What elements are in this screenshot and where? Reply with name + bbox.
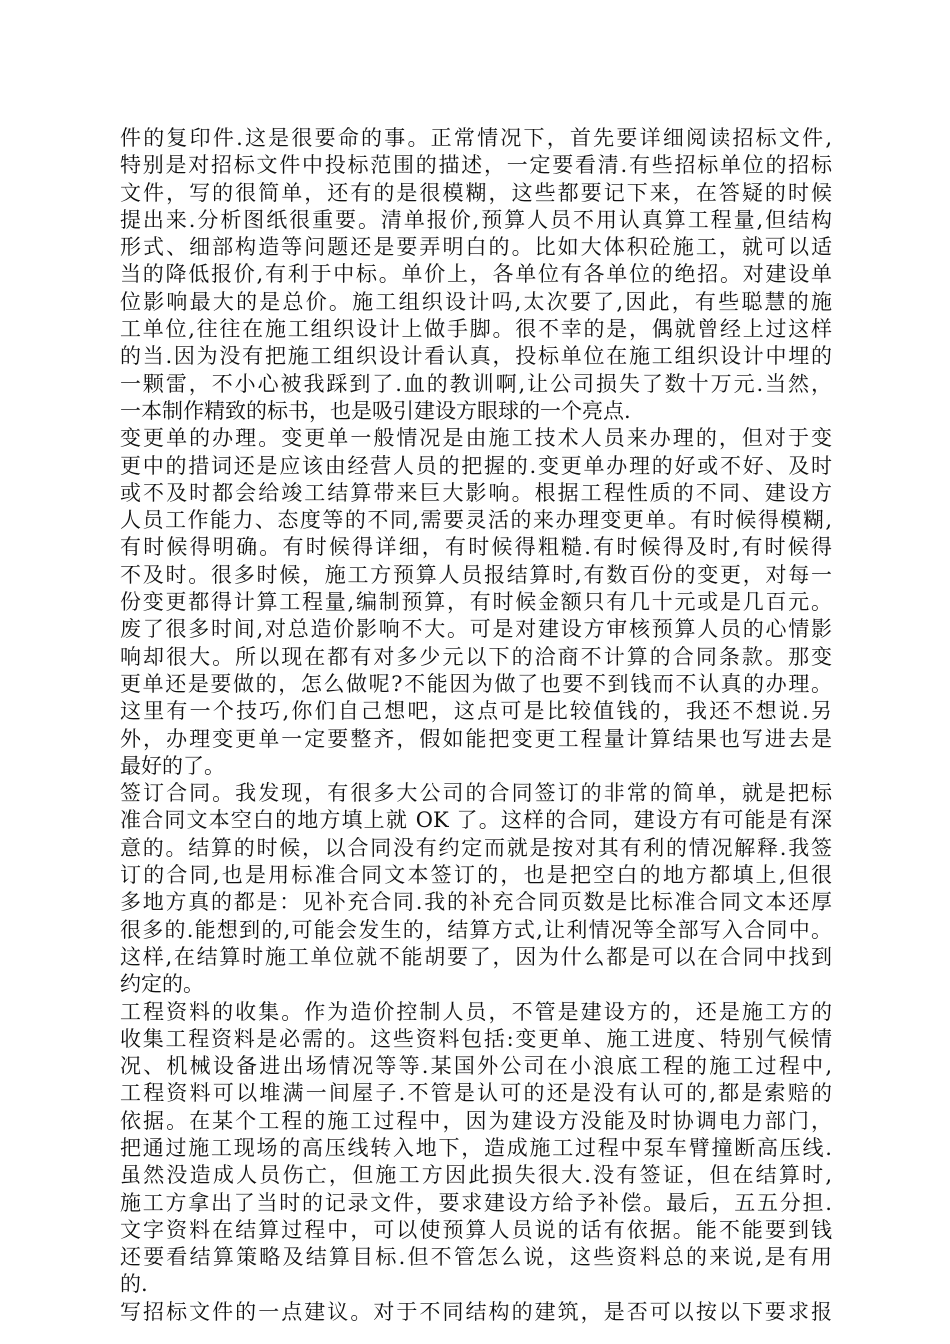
text-line: 收集工程资料是必需的。这些资料包括:变更单、施工进度、特别气候情 [120,1026,832,1051]
text-line: 变更单的办理。变更单一般情况是由施工技术人员来办理的，但对于变 [120,426,832,451]
document-page [120,125,832,1326]
text-line: 或不及时都会给竣工结算带来巨大影响。根据工程性质的不同、建设方 [120,480,832,505]
text-line: 签订合同。我发现，有很多大公司的合同签订的非常的简单，就是把标 [120,781,832,806]
text-line: 更中的措词还是应该由经营人员的把握的.变更单办理的好或不好、及时 [120,453,832,478]
text-line: 外，办理变更单一定要整齐，假如能把变更工程量计算结果也写进去是 [120,726,832,751]
text-line: 响却很大。所以现在都有对多少元以下的洽商不计算的合同条款。那变 [120,644,832,669]
text-line: 份变更都得计算工程量,编制预算，有时候金额只有几十元或是几百元。 [120,590,832,615]
text-line: 很多的.能想到的,可能会发生的，结算方式,让利情况等全部写入合同中。 [120,917,832,942]
text-line: 意的。结算的时候，以合同没有约定而就是按对其有利的情况解释.我签 [120,835,832,860]
text-line: 文字资料在结算过程中，可以使预算人员说的话有依据。能不能要到钱 [120,1217,832,1242]
text-line: 当的降低报价,有利于中标。单价上，各单位有各单位的绝招。对建设单 [120,262,832,287]
text-line: 的. [120,1272,148,1297]
text-line: 订的合同,也是用标准合同文本签订的，也是把空白的地方都填上,但很 [120,863,832,888]
text-line: 特别是对招标文件中投标范围的描述，一定要看清.有些招标单位的招标 [120,153,832,178]
text-line: 一颗雷，不小心被我踩到了.血的教训啊,让公司损失了数十万元.当然， [120,371,832,396]
text-line: 提出来.分析图纸很重要。清单报价,预算人员不用认真算工程量,但结构 [120,207,832,232]
text-line: 把通过施工现场的高压线转入地下，造成施工过程中泵车臂撞断高压线. [120,1135,832,1160]
text-line: 这样,在结算时施工单位就不能胡要了，因为什么都是可以在合同中找到 [120,944,832,969]
text-line: 依据。在某个工程的施工过程中，因为建设方没能及时协调电力部门， [120,1108,832,1133]
text-line: 有时候得明确。有时候得详细，有时候得粗糙.有时候得及时,有时候得 [120,535,832,560]
text-line: 施工方拿出了当时的记录文件，要求建设方给予补偿。最后，五五分担. [120,1190,832,1215]
text-line: 形式、细部构造等问题还是要弄明白的。比如大体积砼施工，就可以适 [120,235,832,260]
text-line: 工程资料的收集。作为造价控制人员，不管是建设方的，还是施工方的 [120,999,832,1024]
text-line: 件的复印件.这是很要命的事。正常情况下，首先要详细阅读招标文件, [120,126,832,150]
text-line: 位影响最大的是总价。施工组织设计吗,太次要了,因此，有些聪慧的施 [120,289,832,314]
text-line: 写招标文件的一点建议。对于不同结构的建筑，是否可以按以下要求报 [120,1299,832,1324]
text-line: 还要看结算策略及结算目标.但不管怎么说，这些资料总的来说,是有用 [120,1245,832,1270]
text-line: 不及时。很多时候，施工方预算人员报结算时,有数百份的变更，对每一 [120,562,832,587]
text-line: 工程资料可以堆满一间屋子.不管是认可的还是没有认可的,都是索赔的 [120,1081,832,1106]
text-line: 最好的了。 [120,753,225,778]
text-line: 更单还是要做的，怎么做呢?不能因为做了也要不到钱而不认真的办理。 [120,671,832,696]
text-line: 文件，写的很简单，还有的是很模糊，这些都要记下来，在答疑的时候 [120,180,832,205]
text-line: 多地方真的都是：见补充合同.我的补充合同页数是比标准合同文本还厚 [120,890,832,915]
text-line: 废了很多时间,对总造价影响不大。可是对建设方审核预算人员的心情影 [120,617,832,642]
text-line: 虽然没造成人员伤亡，但施工方因此损失很大.没有签证，但在结算时, [120,1163,832,1188]
text-line: 准合同文本空白的地方填上就 OK 了。这样的合同，建设方有可能是有深 [120,808,832,833]
text-line: 一本制作精致的标书，也是吸引建设方眼球的一个亮点. [120,398,631,423]
text-line: 这里有一个技巧,你们自己想吧，这点可是比较值钱的，我还不想说.另 [120,699,832,724]
text-line: 约定的。 [120,972,204,997]
text-line: 工单位,往往在施工组织设计上做手脚。很不幸的是，偶就曾经上过这样 [120,317,832,342]
text-line: 人员工作能力、态度等的不同,需要灵活的来办理变更单。有时候得模糊, [120,508,832,533]
text-line: 的当.因为没有把施工组织设计看认真，投标单位在施工组织设计中埋的 [120,344,832,369]
text-line: 况、机械设备进出场情况等等.某国外公司在小浪底工程的施工过程中, [120,1054,832,1079]
